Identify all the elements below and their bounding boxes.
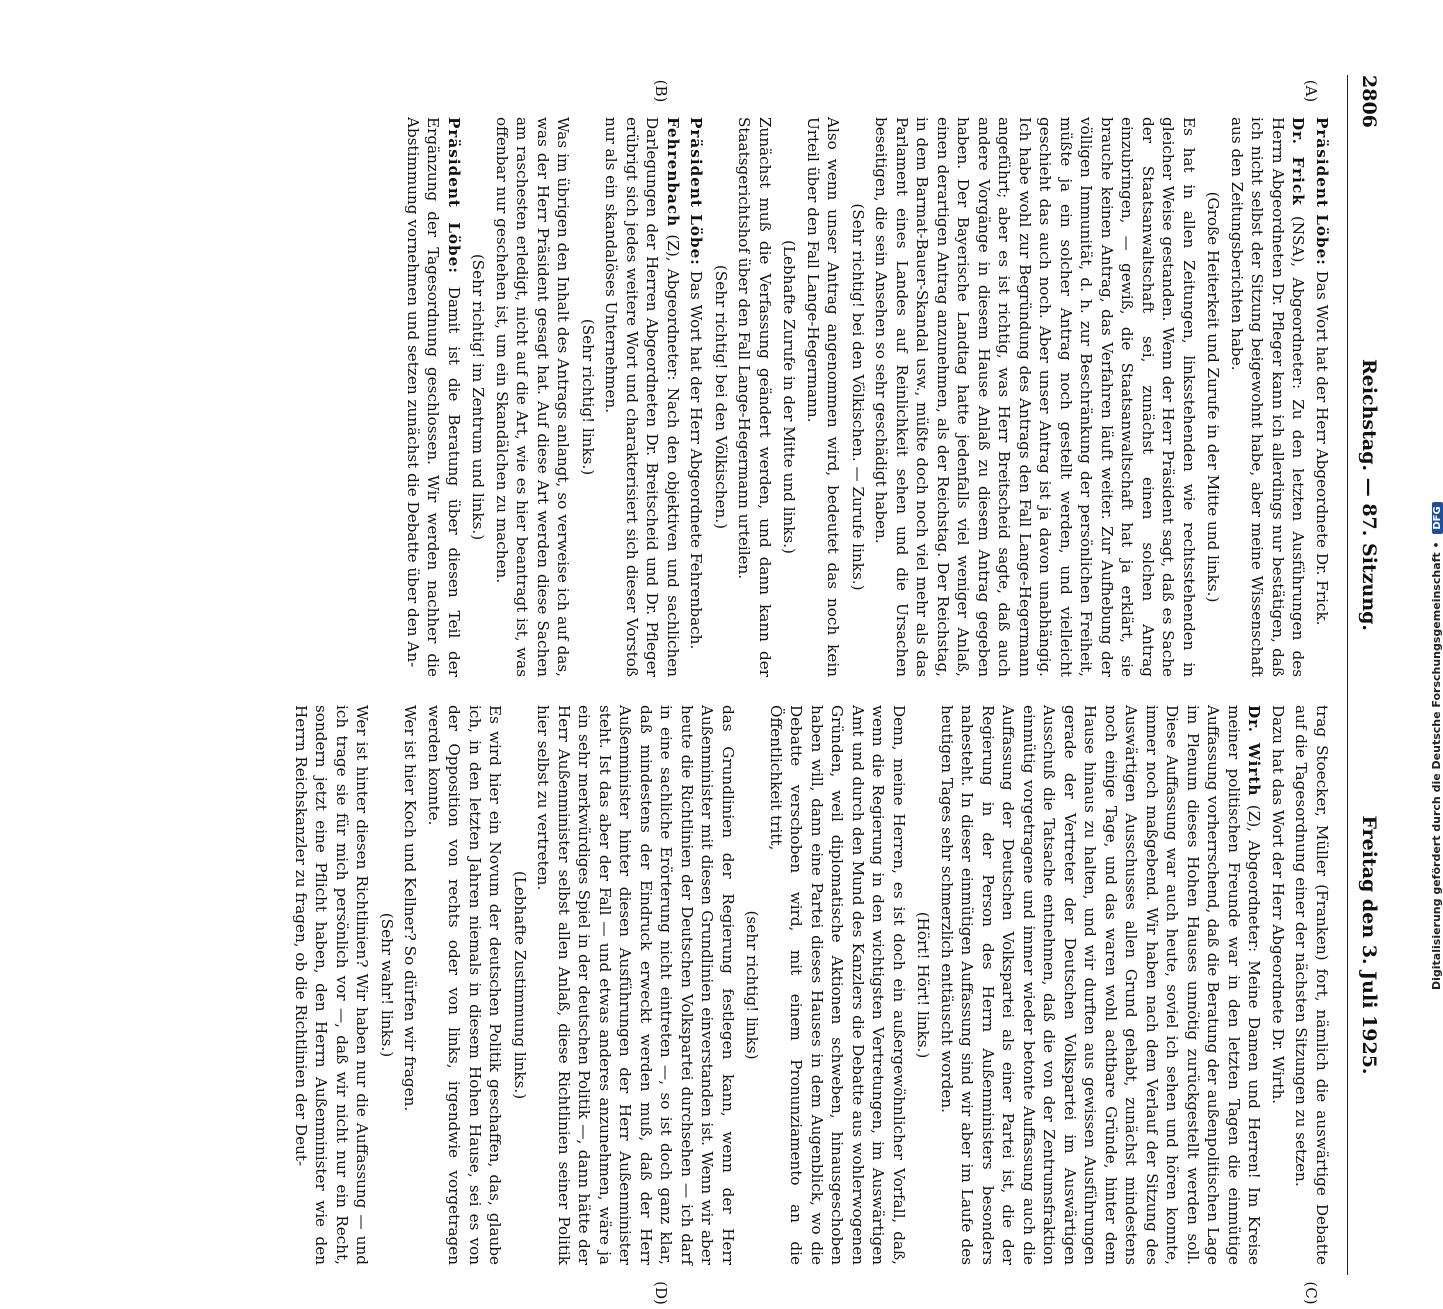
running-head-right: Freitag den 3. Juli 1925. <box>1358 815 1380 1075</box>
speaker-name: Dr. Wirth <box>1245 705 1264 797</box>
paragraph-text: (Sehr wahr! links.) <box>378 912 396 1058</box>
paragraph-text: Das Wort hat der Herr Abgeordnete Dr. Frick. <box>1313 270 1331 626</box>
margin-marker-d: (D) <box>652 1281 670 1305</box>
paragraph-text: Wer ist hier Koch und Kellner? So dürfen wir fragen. <box>401 705 420 1112</box>
paragraph-text: (Lebhafte Zustimmung links.) <box>511 870 529 1100</box>
paragraph-text: Wer ist hinter diesen Richtlinien? Wir haben nur die Auffassung — und ich trage sie für mich persönlich vor —, daß wir nicht nur ein Recht, sondern jetzt eine Pflicht haben, den Herrn Außenminister wie den Herrn Reichskanzler zu fragen, ob die Richtlinien der Deut- <box>292 705 372 1265</box>
paragraph-text: (Große Heiterkeit und Zurufe in der Mitte und links.) <box>1204 191 1223 603</box>
paragraph <box>766 705 910 1265</box>
paragraph-text: trag Stoecker, Müller (Franken) fort, nämlich die auswärtige Debatte auf die Tagesordnung einer der nächsten Sitzungen zu setzen. <box>1292 705 1331 1265</box>
credit-text: Digitalisierung gefördert durch die Deutsche Forschungsgemeinschaft • <box>1430 541 1443 990</box>
paragraph <box>492 117 574 677</box>
running-head-left: Reichstag. — 87. Sitzung. <box>1358 358 1380 632</box>
margin-marker-b: (B) <box>652 79 670 103</box>
paragraph-text: Also wenn unser Antrag angenommen wird, bedeutet das noch kein Urteil über den Fall Lange-Hegermann. <box>804 117 843 677</box>
margin-marker-c: (C) <box>1302 1281 1320 1305</box>
paragraph <box>424 705 506 1265</box>
interjection <box>377 705 398 1265</box>
speaker-name: Präsident Löbe: <box>1313 117 1331 266</box>
paragraph <box>601 117 683 677</box>
interjection <box>510 705 531 1265</box>
paragraph-text: Was im übrigen den Inhalt des Antrags anlangt, so verweise ich auf das, was der Herr Präsident gesagt hat. Auf diese Art werden diese Sachen am raschesten erledigt, nicht auf die Art, wie es hier beantragt ist, was offenbar nur geschehen ist, um ein Skandälchen zu machen. <box>493 117 573 677</box>
interjection <box>779 117 800 677</box>
speaker-name: Dr. Frick <box>1289 117 1308 206</box>
speaker-name: Präsident Löbe: <box>687 117 706 266</box>
paragraph <box>403 117 465 677</box>
paragraph <box>686 117 707 677</box>
paragraph-text: (Lebhafte Zurufe in der Mitte und links.) <box>780 240 799 554</box>
paragraph-text: das Grundlinien der Regierung festlegen kann, wenn der Herr Außenminister mit diesen Grundlinien einverstanden ist. Wenn wir aber heute die Richtlinien der Deutschen Volkspartei durchsehen — ich darf in eine sachliche Erörterung nicht eintreten —, so ist doch ganz klar, daß mindestens der Eindruck erweckt werden muß, daß der Herr Außenminister hinter diesen Ausführungen der Herr Außenminister steht. Ist das aber der Fall — und etwas anderes anzunehmen, wäre ja ein sehr merkwürdiges Spiel in der deutschen Politik —, dann hätte der Herr Außenminister selbst allen Anlaß, diese Richtlinien seiner Politik hier selbst zu vertreten. <box>534 705 737 1265</box>
paragraph <box>734 117 775 677</box>
paragraph <box>291 705 373 1265</box>
paragraph-text: (Sehr richtig! bei den Völkischen.) <box>712 264 730 530</box>
paragraph <box>803 117 844 677</box>
interjection <box>468 117 489 677</box>
dfg-logo: DFG <box>1432 502 1443 533</box>
paragraph-text: (NSA), Abgeordneter: Zu den letzten Ausführungen des Herrn Abgeordneten Dr. Pfleger kann ich allerdings nur bestätigen, daß ich nicht selbst der Sitzung beigewohnt habe, aber meine Wissenschaft aus den Zeitungsberichten habe. <box>1228 117 1308 678</box>
paragraph <box>400 705 421 1265</box>
paragraph-text: Damit ist die Beratung über diesen Teil der Ergänzung der Tagesordnung geschlossen. Wir werden nachher die Abstimmung vornehmen und setzen zunächst die Debatte über den An- <box>404 117 463 677</box>
margin-marker-a: (A) <box>1302 79 1320 103</box>
header-rule <box>1347 75 1348 1275</box>
paragraph-text: (Hört! Hört! links.) <box>914 911 933 1059</box>
paragraph-text: (Sehr richtig! links.) <box>579 318 597 476</box>
paragraph <box>871 117 1199 677</box>
interjection <box>578 117 599 677</box>
interjection <box>711 117 732 677</box>
interjection <box>848 117 869 677</box>
paragraph-text: (Sehr richtig! im Zentrum und links.) <box>469 253 488 541</box>
paragraph-text: Dazu hat das Wort der Herr Abgeordnete Dr. Wirth. <box>1269 705 1287 1105</box>
paragraph <box>1227 117 1309 677</box>
paragraph-text: (sehr richtig! links) <box>743 910 762 1060</box>
page-number: 2806 <box>1358 75 1380 128</box>
text-column-right <box>288 705 1333 1265</box>
digitization-credit <box>1430 0 1443 990</box>
paragraph-text: Denn, meine Herren, es ist doch ein außergewöhnlicher Vorfall, daß, wenn die Regierung in den wichtigsten Vertretungen, im Auswärtigen Amt und durch den Mund des Kanzlers die Debatte aus wohlerwogenen Gründen, weil diplomatische Aktionen schweben, hinausgeschoben haben will, dann eine Partei dieses Hauses in dem Augenblick, wo die Debatte verschoben wird, mit einem Pronunziamento an die Öffentlichkeit tritt, <box>767 705 908 1265</box>
paragraph <box>1291 705 1332 1265</box>
interjection <box>1203 117 1224 677</box>
text-column-left <box>400 117 1333 677</box>
paragraph-text: Das Wort hat der Herr Abgeordnete Fehrenbach. <box>687 270 706 650</box>
paragraph-text: Es hat in allen Zeitungen, linksstehenden wie rechtsstehenden in gleicher Weise gestanden. Wenn der Herr Präsident sagt, daß es Sache der Staatsanwaltschaft sei, zunächst einen solchen Antrag einzubringen, — gewiß, die Staatsanwaltschaft hat ja erklärt, sie brauche keinen Antrag, das Verfahren läuft weiter. Zur Aufhebung der völligen Immunität, d. h. zur Beschränkung der persönlichen Freiheit, müßte ja ein solcher Antrag noch gestellt werden, und vielleicht geschieht das auch noch. Aber unser Antrag ist ja davon unabhängig. Ich habe wohl zur Begründung des Antrags den Fall Lange-Hegermann angeführt; aber es ist richtig, was Herr Breitscheid sagte, daß auch andere Vorgänge in diesem Hause Anlaß zu diesem Antrag gegeben haben. Der Bayerische Landtag hatte jedenfalls viel weniger Anlaß, einen derartigen Antrag anzunehmen, als der Reichstag. Der Reichstag, in dem Barmat-Bauer-Skandal usw., müßte doch noch viel mehr als das Parlament eines Landes auf Reinlichkeit sehen und die Ursachen beseitigen, die sein Ansehen so sehr geschädigt haben. <box>872 117 1198 677</box>
paragraph-text: (Z), Abgeordneter: Meine Damen und Herren! Im Kreise meiner politischen Freunde war in den letzten Tagen die einmütige Auffassung vorherrschend, daß die Beratung der außenpolitischen Lage im Plenum dieses Hohen Hauses unnötig zurückgestellt werden soll. Diese Auffassung war auch heute, soviel ich sehen und hören konnte, immer noch maßgebend. Wir haben nach dem Verlauf der Sitzung des Auswärtigen Ausschusses allen Grund gehabt, zunächst mindestens noch einige Tage, und das waren wohl achtbare Gründe, hinter dem Hause hinaus zu halten, und wir durften aus gewissen Ausführungen gerade der Vertreter der Deutschen Volkspartei im Auswärtigen Ausschuß die Tatsache entnehmen, daß die von der Zentrumsfraktion einmütig vorgetragene und immer wieder betonte Auffassung auch die Auffassung der Deutschen Volkspartei als einer Partei ist, die der Regierung in der Person des Herrn Außenministers besonders nahesteht. In dieser einmütigen Auffassung sind wir aber im Laufe des heutigen Tages sehr schmerzlich enttäuscht worden. <box>938 705 1264 1265</box>
paragraph <box>533 705 738 1265</box>
rotated-print-page <box>160 45 1390 1305</box>
speaker-name: Fehrenbach <box>664 117 682 228</box>
interjection <box>913 705 934 1265</box>
paragraph-text: (Sehr richtig! bei den Völkischen. — Zurufe links.) <box>849 203 867 591</box>
paragraph-text: (Z), Abgeordneter: Nach den objektiven und sachlichen Darlegungen der Herren Abgeordneten Dr. Breitscheid und Dr. Pfleger erübrigt sich jedes weitere Wort und charakterisiert sich dieser Vorstoß nur als ein skandalöses Unternehmen. <box>602 117 682 677</box>
paragraph <box>937 705 1265 1265</box>
paragraph <box>1312 117 1333 677</box>
paragraph <box>1268 705 1289 1265</box>
speaker-name: Präsident Löbe: <box>445 117 463 274</box>
paragraph-text: Zunächst muß die Verfassung geändert werden, und dann kann der Staatsgerichtshof über den Fall Lange-Hegermann urteilen. <box>735 117 774 677</box>
interjection <box>742 705 763 1265</box>
paragraph-text: Es wird hier ein Novum der deutschen Politik geschaffen, das, glaube ich, in den letzten Jahren niemals in diesem Hohen Hause, sei es von der Opposition von rechts oder von links, irgendwie vorgetragen werden konnte. <box>425 705 505 1265</box>
